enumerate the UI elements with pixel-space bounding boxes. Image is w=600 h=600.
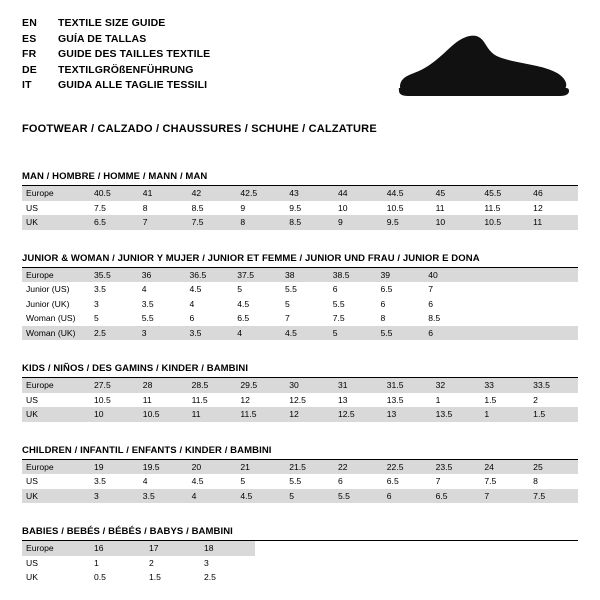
cell: 22.5 bbox=[383, 460, 432, 475]
cell: 21.5 bbox=[285, 460, 334, 475]
language-title: GUIDA ALLE TAGLIE TESSILI bbox=[58, 79, 208, 91]
cell: 11 bbox=[529, 215, 578, 230]
row-label: UK bbox=[22, 407, 90, 422]
cell: 42.5 bbox=[236, 186, 285, 201]
cell: 7 bbox=[435, 476, 441, 487]
cell: 2.5 bbox=[90, 326, 138, 341]
cell: 5 bbox=[285, 298, 290, 309]
cell: 38 bbox=[281, 268, 329, 283]
cell: 4.5 bbox=[236, 489, 285, 504]
table-row bbox=[22, 460, 578, 475]
language-row bbox=[22, 63, 210, 79]
group-heading: CHILDREN / INFANTIL / ENFANTS / KINDER / BAMBINI bbox=[22, 445, 578, 460]
table-row bbox=[22, 215, 578, 230]
cell: 4 bbox=[188, 489, 237, 504]
cell: 7.5 bbox=[484, 476, 497, 487]
cell: 17 bbox=[145, 541, 200, 556]
group-heading: JUNIOR & WOMAN / JUNIOR Y MUJER / JUNIOR ET FEMME / JUNIOR UND FRAU / JUNIOR E DONA bbox=[22, 253, 578, 268]
cell: 13 bbox=[383, 407, 432, 422]
cell: 22 bbox=[334, 460, 383, 475]
language-code: DE bbox=[22, 63, 37, 76]
table-row bbox=[22, 407, 578, 422]
cell: 3 bbox=[94, 298, 99, 309]
group-junior-woman bbox=[22, 253, 578, 341]
cell: 11.5 bbox=[191, 394, 208, 405]
cell: 8.5 bbox=[285, 215, 334, 230]
cell: 16 bbox=[90, 541, 145, 556]
table-row bbox=[22, 297, 578, 312]
cell: 5.5 bbox=[332, 298, 345, 309]
cell: 7 bbox=[139, 215, 188, 230]
row-label: Europe bbox=[22, 460, 90, 475]
cell: 7.5 bbox=[188, 215, 237, 230]
cell: 1.5 bbox=[149, 572, 161, 583]
group-children bbox=[22, 445, 578, 504]
language-code: IT bbox=[22, 79, 32, 91]
cell: 5 bbox=[285, 489, 334, 504]
cell: 40.5 bbox=[90, 186, 139, 201]
cell: 2 bbox=[533, 394, 538, 405]
cell: 6.5 bbox=[90, 215, 139, 230]
cell: 1 bbox=[480, 407, 529, 422]
cell: 3 bbox=[204, 557, 209, 568]
cell: 12 bbox=[533, 202, 543, 213]
table-row bbox=[22, 201, 578, 216]
cell: 10 bbox=[432, 215, 481, 230]
cell: 3.5 bbox=[139, 489, 188, 504]
cell: 6 bbox=[332, 284, 338, 295]
cell: 32 bbox=[432, 378, 481, 393]
page-title: FOOTWEAR / CALZADO / CHAUSSURES / SCHUHE / CALZATURE bbox=[22, 123, 377, 135]
cell: 8.5 bbox=[428, 313, 441, 324]
cell: 10.5 bbox=[386, 202, 404, 213]
cell: 4.5 bbox=[189, 284, 202, 295]
table-row bbox=[22, 311, 578, 326]
row-label: Junior (US) bbox=[26, 284, 70, 295]
cell: 28.5 bbox=[188, 378, 237, 393]
cell: 13 bbox=[337, 394, 348, 405]
cell: 8 bbox=[533, 476, 538, 487]
cell: 6.5 bbox=[432, 489, 481, 504]
group-heading: KIDS / NIÑOS / DES GAMINS / KINDER / BAMBINI bbox=[22, 363, 578, 378]
cell: 11 bbox=[435, 202, 445, 213]
row-label: Europe bbox=[22, 186, 90, 201]
cell: 10.5 bbox=[480, 215, 529, 230]
cell: 33 bbox=[480, 378, 529, 393]
cell: 6 bbox=[380, 298, 386, 309]
cell: 25 bbox=[529, 460, 578, 475]
table-row bbox=[22, 474, 578, 489]
cell: 42 bbox=[188, 186, 237, 201]
cell: 43 bbox=[285, 186, 334, 201]
language-row bbox=[22, 47, 210, 63]
group-babies bbox=[22, 526, 578, 585]
language-row bbox=[22, 32, 210, 48]
cell: 5.5 bbox=[141, 313, 154, 324]
size-table-kids bbox=[22, 378, 578, 422]
table-row bbox=[22, 186, 578, 201]
cell: 5 bbox=[329, 326, 377, 341]
cell: 44.5 bbox=[383, 186, 432, 201]
table-row bbox=[22, 268, 578, 283]
cell-empty bbox=[472, 297, 578, 312]
cell: 5 bbox=[237, 284, 243, 295]
cell: 28 bbox=[139, 378, 188, 393]
cell: 44 bbox=[334, 186, 383, 201]
size-table-babies bbox=[22, 541, 255, 585]
row-label: UK bbox=[22, 215, 90, 230]
cell: 31.5 bbox=[383, 378, 432, 393]
row-label: UK bbox=[22, 489, 90, 504]
cell: 39 bbox=[377, 268, 425, 283]
cell: 7 bbox=[428, 284, 434, 295]
language-title: TEXTILGRÖßENFÜHRUNG bbox=[58, 63, 194, 76]
cell: 30 bbox=[285, 378, 334, 393]
cell: 13.5 bbox=[432, 407, 481, 422]
cell: 9 bbox=[334, 215, 383, 230]
cell: 10 bbox=[90, 407, 139, 422]
cell: 1.5 bbox=[484, 394, 497, 405]
cell: 5.5 bbox=[377, 326, 425, 341]
cell: 6.5 bbox=[386, 476, 399, 487]
group-heading: BABIES / BEBÉS / BÉBÉS / BABYS / BAMBINI bbox=[22, 526, 578, 541]
cell: 3.5 bbox=[94, 476, 106, 487]
row-label: US bbox=[26, 476, 38, 487]
cell: 2 bbox=[149, 557, 154, 568]
row-label: US bbox=[26, 202, 38, 213]
cell: 35.5 bbox=[90, 268, 138, 283]
cell: 11.5 bbox=[484, 202, 501, 213]
cell: 37.5 bbox=[233, 268, 281, 283]
cell: 7.5 bbox=[94, 202, 106, 213]
row-label: Europe bbox=[22, 541, 90, 556]
table-row bbox=[22, 393, 578, 408]
cell: 4.5 bbox=[281, 326, 329, 341]
cell: 36.5 bbox=[186, 268, 234, 283]
cell: 4 bbox=[233, 326, 281, 341]
cell: 11.5 bbox=[236, 407, 285, 422]
cell: 3.5 bbox=[94, 284, 106, 295]
row-label: Junior (UK) bbox=[26, 298, 70, 309]
cell: 6 bbox=[383, 489, 432, 504]
row-label: UK bbox=[26, 572, 38, 583]
cell: 21 bbox=[236, 460, 285, 475]
cell-empty bbox=[472, 311, 578, 326]
cell: 41 bbox=[139, 186, 188, 201]
cell: 13.5 bbox=[386, 394, 404, 405]
cell: 4 bbox=[141, 284, 147, 295]
cell: 6 bbox=[337, 476, 343, 487]
cell: 11 bbox=[188, 407, 237, 422]
language-title-list bbox=[22, 16, 210, 94]
row-label: US bbox=[26, 394, 38, 405]
cell-empty bbox=[472, 282, 578, 297]
table-row bbox=[22, 282, 578, 297]
table-row bbox=[22, 378, 578, 393]
cell: 19 bbox=[90, 460, 139, 475]
group-heading: MAN / HOMBRE / HOMME / MANN / MAN bbox=[22, 171, 578, 186]
table-row bbox=[22, 556, 255, 571]
dress-shoe-icon bbox=[392, 30, 572, 107]
header bbox=[22, 16, 578, 107]
table-row bbox=[22, 489, 578, 504]
cell: 27.5 bbox=[90, 378, 139, 393]
cell: 10.5 bbox=[139, 407, 188, 422]
cell: 7 bbox=[285, 313, 290, 324]
cell: 40 bbox=[424, 268, 472, 283]
cell: 9.5 bbox=[289, 202, 302, 213]
cell: 6.5 bbox=[380, 284, 393, 295]
cell: 2.5 bbox=[204, 572, 216, 583]
language-code: ES bbox=[22, 32, 37, 45]
cell: 5.5 bbox=[285, 284, 297, 295]
cell: 20 bbox=[188, 460, 237, 475]
language-title: GUIDE DES TAILLES TEXTILE bbox=[58, 48, 211, 60]
language-code: EN bbox=[22, 17, 37, 29]
size-table-man bbox=[22, 186, 578, 230]
cell: 0.5 bbox=[94, 572, 106, 583]
cell: 12.5 bbox=[334, 407, 383, 422]
language-row bbox=[22, 78, 210, 94]
cell: 4.5 bbox=[191, 476, 204, 487]
cell: 12.5 bbox=[289, 394, 306, 405]
cell: 3.5 bbox=[186, 326, 234, 341]
cell: 24 bbox=[480, 460, 529, 475]
cell: 12 bbox=[240, 394, 250, 405]
cell: 8 bbox=[380, 313, 386, 324]
cell: 7.5 bbox=[529, 489, 578, 504]
table-row bbox=[22, 570, 255, 585]
cell: 7 bbox=[480, 489, 529, 504]
cell: 1 bbox=[435, 394, 441, 405]
group-kids bbox=[22, 363, 578, 422]
cell: 8 bbox=[236, 215, 285, 230]
cell: 6 bbox=[189, 313, 195, 324]
cell-empty bbox=[472, 268, 578, 283]
row-label: Europe bbox=[22, 378, 90, 393]
cell: 6.5 bbox=[237, 313, 250, 324]
cell: 36 bbox=[138, 268, 186, 283]
cell: 23.5 bbox=[432, 460, 481, 475]
cell: 8 bbox=[142, 202, 148, 213]
cell: 5 bbox=[94, 313, 99, 324]
size-table-children bbox=[22, 460, 578, 504]
cell: 6 bbox=[424, 326, 472, 341]
cell: 10 bbox=[337, 202, 348, 213]
cell-empty bbox=[472, 326, 578, 341]
language-title: TEXTILE SIZE GUIDE bbox=[58, 17, 166, 29]
cell: 4 bbox=[189, 298, 195, 309]
language-code: FR bbox=[22, 48, 37, 60]
cell: 33.5 bbox=[529, 378, 578, 393]
cell: 9.5 bbox=[383, 215, 432, 230]
cell: 3 bbox=[90, 489, 139, 504]
cell: 19.5 bbox=[139, 460, 188, 475]
cell: 1 bbox=[94, 557, 99, 568]
cell: 12 bbox=[285, 407, 334, 422]
cell: 5.5 bbox=[334, 489, 383, 504]
cell: 5.5 bbox=[289, 476, 302, 487]
cell: 5 bbox=[240, 476, 246, 487]
cell: 29.5 bbox=[236, 378, 285, 393]
cell: 6 bbox=[428, 298, 434, 309]
cell: 7.5 bbox=[332, 313, 345, 324]
cell: 3.5 bbox=[141, 298, 154, 309]
cell: 3 bbox=[138, 326, 186, 341]
group-man bbox=[22, 171, 578, 230]
cell: 46 bbox=[529, 186, 578, 201]
cell: 45 bbox=[432, 186, 481, 201]
row-label: Europe bbox=[22, 268, 90, 283]
cell: 38.5 bbox=[329, 268, 377, 283]
table-row bbox=[22, 541, 255, 556]
cell: 4 bbox=[142, 476, 148, 487]
cell: 4.5 bbox=[237, 298, 250, 309]
cell: 45.5 bbox=[480, 186, 529, 201]
cell: 31 bbox=[334, 378, 383, 393]
cell: 1.5 bbox=[529, 407, 578, 422]
size-table-junior-woman bbox=[22, 268, 578, 341]
language-row bbox=[22, 16, 210, 32]
language-title: GUÍA DE TALLAS bbox=[58, 32, 147, 45]
row-label: Woman (UK) bbox=[22, 326, 90, 341]
table-row bbox=[22, 326, 578, 341]
row-label: US bbox=[26, 557, 38, 568]
cell: 10.5 bbox=[94, 394, 111, 405]
cell: 8.5 bbox=[191, 202, 204, 213]
row-label: Woman (US) bbox=[26, 313, 76, 324]
cell: 18 bbox=[200, 541, 255, 556]
cell: 11 bbox=[142, 394, 152, 405]
cell: 9 bbox=[240, 202, 246, 213]
